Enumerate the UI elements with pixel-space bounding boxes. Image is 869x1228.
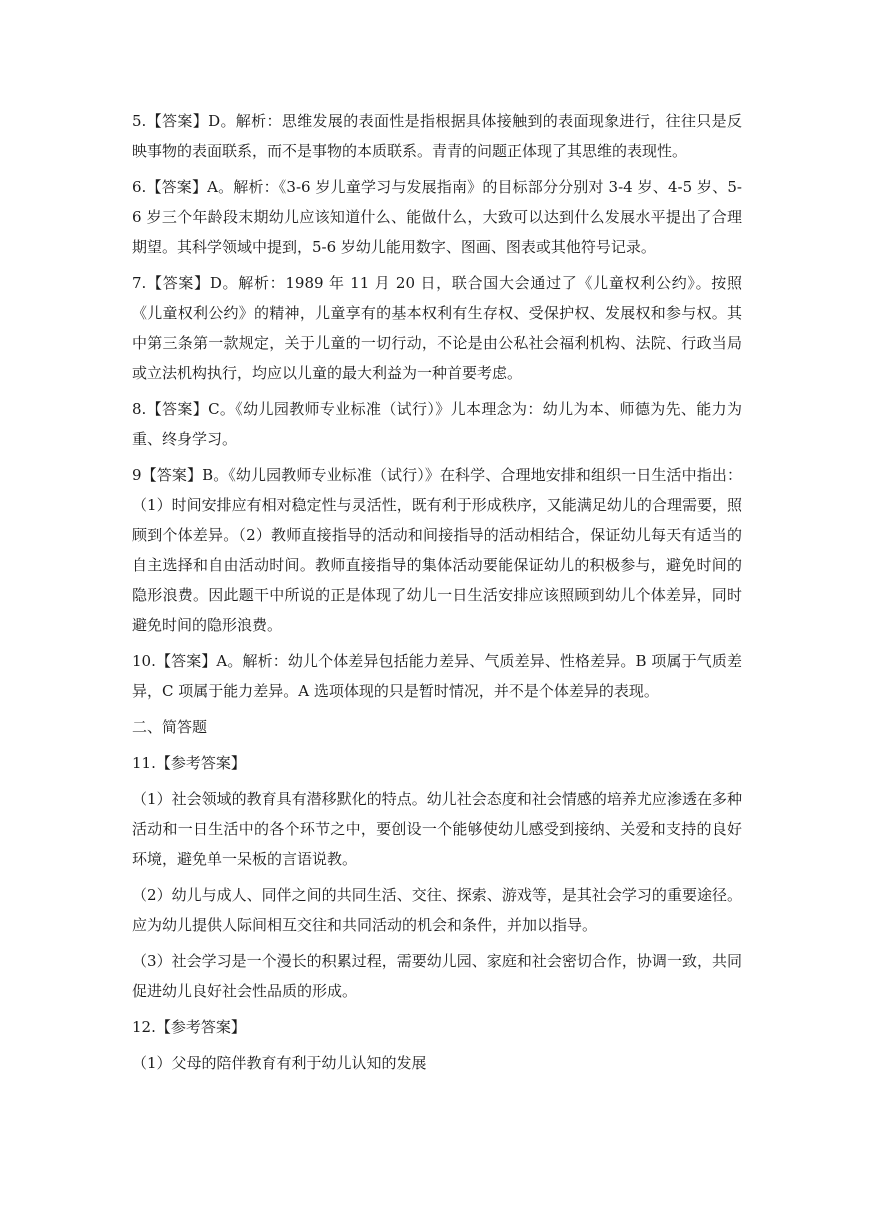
answer-11-point-3: （3）社会学习是一个漫长的积累过程，需要幼儿园、家庭和社会密切合作，协调一致，共同促进幼儿良好社会性品质的形成。 <box>132 952 742 1000</box>
answer-11-heading: 11.【参考答案】 <box>132 754 246 772</box>
answer-11-point-2: （2）幼儿与成人、同伴之间的共同生活、交往、探索、游戏等，是其社会学习的重要途径。应为幼儿提供人际间相互交往和共同活动的机会和条件，并加以指导。 <box>132 886 742 934</box>
answer-11-point-1: （1）社会领域的教育具有潜移默化的特点。幼儿社会态度和社会情感的培养尤应渗透在多种活动和一日生活中的各个环节之中，要创设一个能够使幼儿感受到接纳、关爱和支持的良好环境，避免单一呆板的言语说教。 <box>132 790 742 868</box>
answer-8: 8.【答案】C。《幼儿园教师专业标准（试行）》儿本理念为：幼儿为本、师德为先、能力为重、终身学习。 <box>132 400 742 448</box>
answer-6: 6.【答案】A。解析：《3-6 岁儿童学习与发展指南》的目标部分分别对 3-4 岁、4-5 岁、5-6 岁三个年龄段末期幼儿应该知道什么、能做什么，大致可以达到什么发展水平提出了合理期望。其科学领域中提到，5-6 岁幼儿能用数字、图画、图表或其他符号记录。 <box>132 178 742 256</box>
section-heading-short-answer: 二、简答题 <box>132 718 208 736</box>
answer-12-heading: 12.【参考答案】 <box>132 1018 246 1036</box>
document-page <box>132 106 742 1084</box>
answer-5: 5.【答案】D。解析：思维发展的表面性是指根据具体接触到的表面现象进行，往往只是反映事物的表面联系，而不是事物的本质联系。青青的问题正体现了其思维的表现性。 <box>132 112 742 160</box>
answer-12-point-1: （1）父母的陪伴教育有利于幼儿认知的发展 <box>132 1054 427 1072</box>
answer-10: 10.【答案】A。解析：幼儿个体差异包括能力差异、气质差异、性格差异。B 项属于气质差异，C 项属于能力差异。A 选项体现的只是暂时情况，并不是个体差异的表现。 <box>132 652 742 700</box>
answer-7: 7.【答案】D。解析：1989 年 11 月 20 日，联合国大会通过了《儿童权利公约》。按照《儿童权利公约》的精神，儿童享有的基本权利有生存权、受保护权、发展权和参与权。其中第三条第一款规定，关于儿童的一切行动，不论是由公私社会福利机构、法院、行政当局或立法机构执行，均应以儿童的最大利益为一种首要考虑。 <box>132 274 742 382</box>
answer-9: 9【答案】B。《幼儿园教师专业标准（试行）》在科学、合理地安排和组织一日生活中指出：（1）时间安排应有相对稳定性与灵活性，既有利于形成秩序，又能满足幼儿的合理需要，照顾到个体差异。（2）教师直接指导的活动和间接指导的活动相结合，保证幼儿每天有适当的自主选择和自由活动时间。教师直接指导的集体活动要能保证幼儿的积极参与，避免时间的隐形浪费。因此题干中所说的正是体现了幼儿一日生活安排应该照顾到幼儿个体差异，同时避免时间的隐形浪费。 <box>132 466 742 634</box>
